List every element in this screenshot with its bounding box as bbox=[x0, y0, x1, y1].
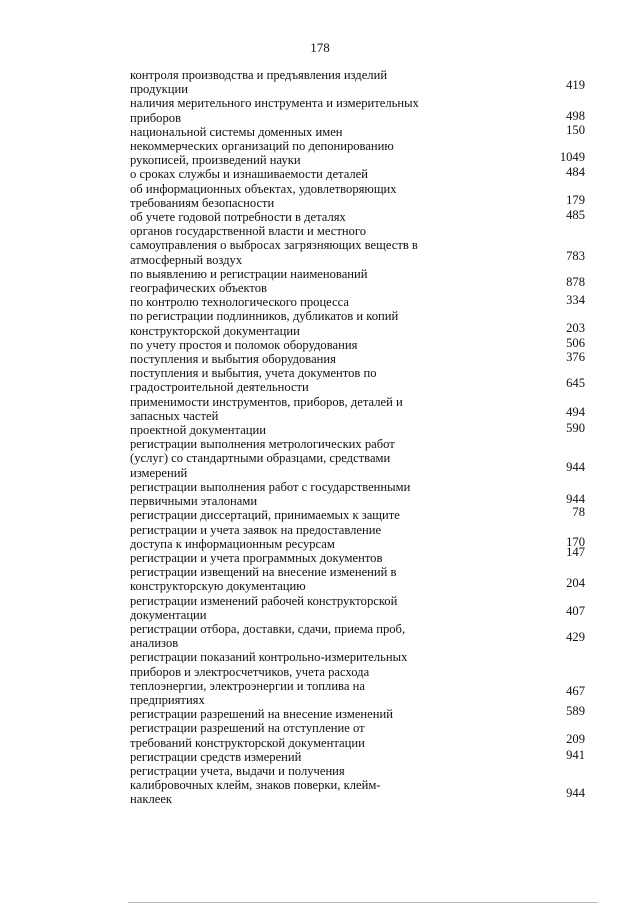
entry-page-number: 878 bbox=[566, 275, 585, 290]
entry-line: об учете годовой потребности в деталях bbox=[130, 210, 346, 225]
entry-text bbox=[130, 721, 430, 749]
entry-page-number: 150 bbox=[566, 122, 585, 137]
entry-text bbox=[130, 68, 430, 96]
entry-text bbox=[130, 167, 430, 181]
entry-line: национальной системы доменных имен bbox=[130, 124, 343, 139]
entry-page-number: 429 bbox=[566, 630, 585, 645]
entry-line: (услуг) со стандартными образцами, средствами bbox=[130, 451, 391, 466]
entry-line: географических объектов bbox=[130, 281, 267, 296]
entry-line: документации bbox=[130, 607, 207, 622]
index-entry bbox=[130, 764, 585, 807]
index-entry bbox=[130, 295, 585, 309]
entry-page-number: 467 bbox=[566, 683, 585, 698]
entry-line: регистрации разрешений на отступление от bbox=[130, 721, 365, 736]
entry-line: регистрации отбора, доставки, сдачи, приема проб, bbox=[130, 621, 406, 636]
entry-line: поступления и выбытия оборудования bbox=[130, 352, 336, 367]
entry-page-number: 203 bbox=[566, 320, 585, 335]
entry-line: поступления и выбытия, учета документов по bbox=[130, 366, 377, 381]
entry-line: измерений bbox=[130, 465, 188, 480]
entry-line: применимости инструментов, приборов, деталей и bbox=[130, 394, 403, 409]
entry-text bbox=[130, 395, 430, 423]
index-entry bbox=[130, 96, 585, 124]
index-entry bbox=[130, 210, 585, 224]
index-entry bbox=[130, 523, 585, 551]
entry-text bbox=[130, 565, 430, 593]
index-entry bbox=[130, 622, 585, 650]
entry-page-number: 204 bbox=[566, 576, 585, 591]
index-entry bbox=[130, 747, 585, 764]
entry-line: анализов bbox=[130, 636, 179, 651]
entry-text bbox=[130, 622, 430, 650]
entry-text bbox=[130, 707, 430, 721]
entry-page-number: 783 bbox=[566, 248, 585, 263]
entry-text bbox=[130, 764, 430, 807]
entry-text bbox=[130, 96, 430, 124]
entry-page-number: 485 bbox=[566, 208, 585, 223]
entry-page-number: 376 bbox=[566, 350, 585, 365]
index-entry bbox=[130, 352, 585, 366]
entry-text bbox=[130, 125, 430, 139]
entry-line: требованиям безопасности bbox=[130, 195, 275, 210]
entry-line: регистрации и учета программных документов bbox=[130, 550, 383, 565]
entry-page-number: 1049 bbox=[559, 150, 585, 165]
index-entry bbox=[130, 167, 585, 181]
entry-text bbox=[130, 267, 430, 295]
entry-line: предприятиях bbox=[130, 692, 205, 707]
entry-line: регистрации диссертаций, принимаемых к защите bbox=[130, 508, 400, 523]
index-entry bbox=[130, 565, 585, 593]
entry-text bbox=[130, 366, 430, 394]
entry-line: некоммерческих организаций по депонированию bbox=[130, 139, 394, 154]
entry-line: доступа к информационным ресурсам bbox=[130, 536, 335, 551]
index-entry bbox=[130, 366, 585, 394]
entry-line: наклеек bbox=[130, 792, 173, 807]
entry-line: рукописей, произведений науки bbox=[130, 153, 301, 168]
index-entry bbox=[130, 704, 585, 722]
entry-line: регистрации выполнения метрологических работ bbox=[130, 437, 395, 452]
entry-page-number: 590 bbox=[566, 421, 585, 436]
entry-text bbox=[130, 139, 430, 167]
entry-text bbox=[130, 437, 430, 480]
entry-page-number: 645 bbox=[566, 376, 585, 391]
entry-text bbox=[130, 352, 430, 366]
index-entry bbox=[130, 335, 585, 352]
entry-page-number: 944 bbox=[566, 492, 585, 507]
entry-page-number: 78 bbox=[572, 505, 585, 520]
entry-line: регистрации разрешений на внесение изменений bbox=[130, 707, 393, 722]
entry-line: по регистрации подлинников, дубликатов и копий bbox=[130, 309, 399, 324]
index-entry bbox=[130, 139, 585, 167]
index-entry bbox=[130, 721, 585, 749]
entry-text bbox=[130, 594, 430, 622]
entry-page-number: 419 bbox=[566, 78, 585, 93]
entry-text bbox=[130, 480, 430, 508]
entry-text bbox=[130, 224, 430, 267]
entry-line: регистрации и учета заявок на предоставление bbox=[130, 522, 382, 537]
entry-line: калибровочных клейм, знаков поверки, клейм- bbox=[130, 778, 381, 793]
index-list bbox=[130, 68, 585, 807]
entry-text bbox=[130, 650, 430, 707]
entry-page-number: 941 bbox=[566, 747, 585, 762]
index-entry bbox=[130, 267, 585, 295]
page-number: 178 bbox=[310, 40, 330, 55]
entry-page-number: 179 bbox=[566, 192, 585, 207]
entry-text bbox=[130, 182, 430, 210]
entry-page-number: 944 bbox=[566, 786, 585, 801]
index-entry bbox=[130, 505, 585, 523]
entry-line: самоуправления о выбросах загрязняющих веществ в bbox=[130, 238, 418, 253]
entry-line: регистрации выполнения работ с государственными bbox=[130, 479, 411, 494]
entry-line: конструкторской документации bbox=[130, 323, 300, 338]
index-entry bbox=[130, 594, 585, 622]
entry-page-number: 589 bbox=[566, 704, 585, 719]
entry-line: об информационных объектах, удовлетворяющих bbox=[130, 181, 397, 196]
entry-line: о сроках службы и изнашиваемости деталей bbox=[130, 167, 369, 182]
entry-line: по контролю технологического процесса bbox=[130, 295, 350, 310]
entry-page-number: 407 bbox=[566, 603, 585, 618]
entry-line: запасных частей bbox=[130, 408, 219, 423]
index-entry bbox=[130, 650, 585, 707]
entry-line: по учету простоя и поломок оборудования bbox=[130, 337, 358, 352]
entry-page-number: 209 bbox=[566, 731, 585, 746]
index-entry bbox=[130, 437, 585, 480]
index-entry bbox=[130, 309, 585, 337]
entry-text bbox=[130, 295, 430, 309]
entry-line: проектной документации bbox=[130, 423, 266, 438]
index-entry bbox=[130, 224, 585, 267]
entry-line: регистрации средств измерений bbox=[130, 749, 302, 764]
entry-line: по выявлению и регистрации наименований bbox=[130, 266, 368, 281]
entry-line: требований конструкторской документации bbox=[130, 735, 365, 750]
entry-page-number: 484 bbox=[566, 165, 585, 180]
entry-text bbox=[130, 508, 430, 522]
scan-edge-line bbox=[128, 902, 598, 903]
index-entry bbox=[130, 423, 585, 437]
entry-line: приборов bbox=[130, 110, 182, 125]
entry-line: первичными эталонами bbox=[130, 494, 258, 509]
entry-text bbox=[130, 210, 430, 224]
entry-page-number: 506 bbox=[566, 335, 585, 350]
entry-line: градостроительной деятельности bbox=[130, 380, 309, 395]
entry-page-number: 498 bbox=[566, 108, 585, 123]
index-entry bbox=[130, 544, 585, 565]
entry-text bbox=[130, 423, 430, 437]
entry-line: регистрации изменений рабочей конструкторской bbox=[130, 593, 398, 608]
entry-page-number: 147 bbox=[566, 544, 585, 559]
entry-line: регистрации показаний контрольно-измерительных bbox=[130, 650, 408, 665]
entry-text bbox=[130, 523, 430, 551]
entry-line: наличия мерительного инструмента и измерительных bbox=[130, 96, 419, 111]
entry-text bbox=[130, 750, 430, 764]
entry-line: регистрации извещений на внесение изменений в bbox=[130, 565, 397, 580]
entry-line: регистрации учета, выдачи и получения bbox=[130, 763, 345, 778]
entry-line: атмосферный воздух bbox=[130, 252, 243, 267]
entry-line: приборов и электросчетчиков, учета расхода bbox=[130, 664, 370, 679]
index-entry bbox=[130, 68, 585, 96]
entry-line: контроля производства и предъявления изделий bbox=[130, 68, 388, 82]
entry-line: конструкторскую документацию bbox=[130, 579, 306, 594]
index-entry bbox=[130, 122, 585, 139]
entry-text bbox=[130, 551, 430, 565]
entry-page-number: 170 bbox=[566, 534, 585, 549]
index-entry bbox=[130, 182, 585, 210]
entry-line: органов государственной власти и местного bbox=[130, 224, 367, 239]
entry-page-number: 494 bbox=[566, 404, 585, 419]
index-entry bbox=[130, 480, 585, 508]
entry-text bbox=[130, 338, 430, 352]
entry-text bbox=[130, 309, 430, 337]
index-entry bbox=[130, 395, 585, 423]
entry-line: продукции bbox=[130, 82, 189, 97]
entry-page-number: 944 bbox=[566, 459, 585, 474]
entry-line: теплоэнергии, электроэнергии и топлива на bbox=[130, 678, 365, 693]
entry-page-number: 334 bbox=[566, 293, 585, 308]
